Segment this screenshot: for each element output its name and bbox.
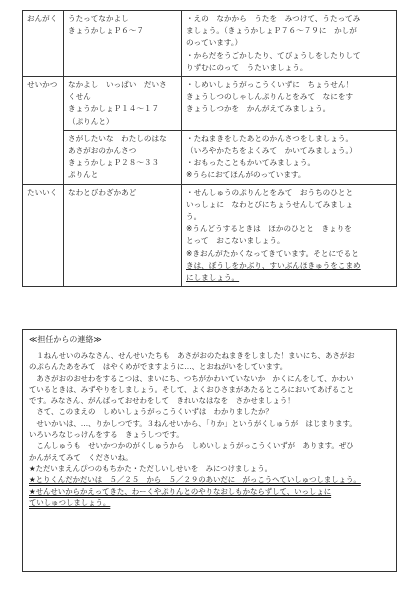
- notes-line: せいかいは、…、りかしつです。３ねんせいから、「りか」というがくしゅうが はじまります。: [29, 418, 357, 428]
- subject-cell: [23, 77, 64, 185]
- activity-line: いっしょに なわとびにちょうせんしてみましょ: [186, 199, 354, 209]
- reminder-line: ★せんせいからかえってきた、わーくやぷりんとのやりなおしもかならずして、いっしょに: [29, 486, 332, 496]
- schedule-table: [22, 10, 397, 287]
- activity-line: にしましょう。: [186, 273, 240, 283]
- material-line: きょうかしょＰ６〜７: [68, 26, 144, 36]
- notes-line: ているときは、みずやりをしましょう。そして、よくおひさまがあたるところにおいてあげること: [29, 384, 355, 394]
- table-row: [23, 130, 397, 184]
- notes-line: かんがえてみて くださいね。: [29, 452, 133, 462]
- material-line: ぷりんと: [68, 170, 99, 180]
- notes-line: いろいろなじっけんをする きょうしつです。: [29, 430, 184, 440]
- material-line: くせん: [68, 92, 91, 102]
- activity-line: ・からだをうごかしたり、てびょうしをしたりして: [186, 50, 361, 60]
- activity-cell: [182, 77, 397, 131]
- material-line: なかよし いっぱい だいさ: [68, 80, 167, 90]
- notes-line: １ねんせいのみなさん、せんせいたちも あさがおのたねまきをしました！まいにち、あさがお: [29, 351, 355, 360]
- material-cell: [64, 11, 182, 77]
- activity-line: ※うんどうするときは ほかのひとと きょりを: [186, 224, 352, 234]
- material-line: あさがおのかんさつ: [68, 146, 137, 156]
- activity-line: りずむにのって うたいましょう。: [186, 62, 308, 72]
- notes-line: のぷらんたあをみて はやくめがでますように…、とおねがいをしています。: [29, 362, 288, 372]
- reminder-line: ★とりくんだかだいは ５／２５ から ５／２９のあいだに がっこうへていしゅつしましょう。: [29, 475, 361, 485]
- subject-label: たいいく: [27, 187, 58, 197]
- material-cell: [64, 77, 182, 131]
- activity-line: ※うらにおてほんがのっています。: [186, 170, 306, 180]
- activity-line: ましょう。（きょうかしょＰ７６〜７９に かしが: [186, 26, 357, 36]
- material-cell: [64, 184, 182, 287]
- material-line: さがしたいな わたしのはな: [68, 133, 167, 143]
- table-row: [23, 77, 397, 131]
- activity-line: のっています。）: [186, 38, 243, 48]
- material-line: きょうかしょＰ２８〜３３: [68, 158, 160, 168]
- activity-cell: [182, 11, 397, 77]
- notes-line: こんしゅうも せいかつかのがくしゅうから しめいしょうがっこうくいずが あります。ぜひ: [29, 441, 354, 451]
- material-line: （ぷりんと）: [68, 116, 114, 126]
- material-line: きょうかしょＰ１４〜１７: [68, 104, 160, 114]
- reminder-line: ていしゅつしましょう。: [29, 497, 111, 507]
- activity-cell: [182, 130, 397, 184]
- activity-line: ・えの なかから うたを みつけて、うたってみ: [186, 14, 361, 23]
- activity-line: ※きおんがたかくなってきています。そとにでると: [186, 248, 359, 258]
- notes-line: さて、このまえの しめいしょうがっこうくいずは わかりましたか？: [29, 407, 273, 417]
- material-cell: [64, 130, 182, 184]
- activity-line: きょうしつかを かんがえてみましょう。: [186, 104, 331, 114]
- activity-line: とって おこないましょう。: [186, 236, 285, 246]
- activity-line: きは、ぼうしをかぶり、すいぶんほきゅうをこまめ: [186, 260, 361, 270]
- notes-line: です。みなさん、がんばっておせわをして きれいなはなを さかせましょう！: [29, 396, 295, 406]
- material-line: うたってなかよし: [68, 14, 129, 23]
- notes-line: あさがおのおせわをするこつは、まいにち、つちがかわいていないか かくにんをして、かわい: [29, 373, 354, 383]
- subject-cell: [23, 184, 64, 287]
- teacher-notes-box: [22, 329, 397, 572]
- activity-cell: [182, 184, 397, 287]
- subject-cell: [23, 11, 64, 77]
- activity-line: ・おもったこともかいてみましょう。: [186, 158, 316, 168]
- reminder-line: ★ただいまえんぴつのもちかた・ただしいしせいを みにつけましょう。: [29, 463, 272, 473]
- activity-line: （いろやかたちをよくみて かいてみましょう。）: [186, 146, 357, 156]
- activity-line: う。: [186, 212, 202, 222]
- notes-title: ≪担任からの連絡≫: [29, 335, 102, 344]
- material-line: なわとびわざかあど: [68, 187, 137, 197]
- activity-line: ・たねまきをしたあとのかんさつをしましょう。: [186, 133, 354, 143]
- activity-line: きょうしつのしゃしんぷりんとをみて なにをす: [186, 92, 354, 102]
- activity-line: ・しめいしょうがっこうくいずに ちょうせん！: [186, 80, 354, 90]
- table-row: [23, 184, 397, 287]
- subject-label: せいかつ: [27, 80, 58, 90]
- subject-label: おんがく: [27, 14, 58, 23]
- activity-line: ・せんしゅうのぷりんとをみて おうちのひとと: [186, 187, 354, 197]
- table-row: [23, 11, 397, 77]
- notes-body: [29, 350, 392, 508]
